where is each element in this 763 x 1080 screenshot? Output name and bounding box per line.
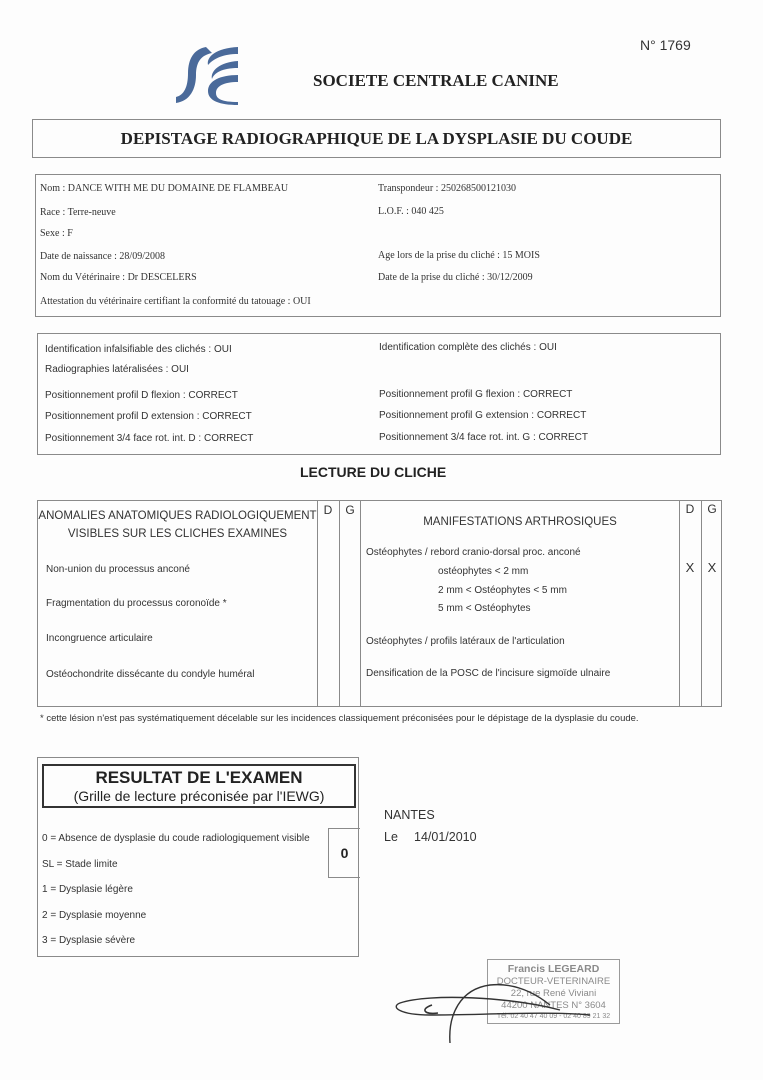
grade-option: 1 = Dysplasie légère [42,884,133,895]
position-d-extension: Positionnement profil D extension : CORRECT [45,411,252,422]
anomalies-header-line1: ANOMALIES ANATOMIQUES RADIOLOGIQUEMENT [38,510,317,522]
radiographs-lateralized: Radiographies latéralisées : OUI [45,364,189,375]
sign-place: NANTES [384,808,435,822]
stamp-phone: Tél. 02 40 47 40 09 - 02 40 89 21 32 [496,1013,611,1020]
position-g-flexion: Positionnement profil G flexion : CORRECT [379,389,573,400]
reading-section-title: LECTURE DU CLICHE [300,464,447,480]
veterinarian-name: Nom du Vétérinaire : Dr DESCELERS [40,272,197,283]
sign-date: 14/01/2010 [414,830,477,844]
anomaly-item: Incongruence articulaire [46,633,153,644]
age-at-xray: Age lors de la prise du cliché : 15 MOIS [378,250,540,261]
anomalies-header-line2: VISIBLES SUR LES CLICHES EXAMINES [67,528,288,540]
xray-date: Date de la prise du cliché : 30/12/2009 [378,272,533,283]
transponder: Transpondeur : 250268500121030 [378,183,516,194]
grade-result-box [328,828,360,878]
identification-tamperproof: Identification infalsifiable des clichés : OUI [45,344,232,355]
document-title: DEPISTAGE RADIOGRAPHIQUE DE LA DYSPLASIE DU COUDE [120,129,633,148]
osteophytes-d-mark: X [685,560,695,575]
stamp-name: Francis LEGEARD [507,963,600,975]
column-divider [701,501,702,706]
column-divider [339,501,340,706]
grade-result-value: 0 [340,845,349,861]
breed: Race : Terre-neuve [40,207,116,218]
column-divider [679,501,680,706]
position-d-rotation: Positionnement 3/4 face rot. int. D : CORRECT [45,433,254,444]
position-d-flexion: Positionnement profil D flexion : CORRECT [45,390,238,401]
xray-checks-section [37,333,721,455]
result-subtitle: (Grille de lecture préconisée par l'IEWG) [73,788,325,804]
arthrosis-header: MANIFESTATIONS ARTHROSIQUES [423,516,617,528]
anomalies-col-g: G [345,503,355,517]
dog-name: Nom : DANCE WITH ME DU DOMAINE DE FLAMBEAU [40,183,289,194]
tattoo-attestation: Attestation du vétérinaire certifiant la conformité du tatouage : OUI [40,296,311,307]
result-title-box [42,764,356,808]
arthrosis-subitem: 5 mm < Ostéophytes [438,603,531,614]
lof-number: L.O.F. : 040 425 [378,206,444,217]
sign-date-label: Le [384,830,398,844]
grade-option: 0 = Absence de dysplasie du coude radiologiquement visible [42,833,310,844]
anomalies-col-d: D [323,503,333,517]
stamp-city-number: 44200 NANTES N° 3604 [501,1000,606,1011]
grade-option: 3 = Dysplasie sévère [42,935,136,946]
arthrosis-col-d: D [685,502,695,516]
anomaly-item: Non-union du processus anconé [46,564,190,575]
arthrosis-subitem: 2 mm < Ostéophytes < 5 mm [438,585,567,596]
result-title: RESULTAT DE L'EXAMEN [95,768,303,787]
grade-option: SL = Stade limite [42,859,118,870]
footnote: * cette lésion n'est pas systématiquement décelable sur les incidences classiquement préconisées pour le dépistage de la dysplasie du coude. [40,713,639,724]
stamp-title: DOCTEUR-VETERINAIRE [496,976,611,987]
document-number: N° 1769 [640,37,691,53]
organization-name: SOCIETE CENTRALE CANINE [313,71,559,90]
column-divider [360,501,361,706]
arthrosis-item: Densification de la POSC de l'incisure sigmoïde ulnaire [366,668,611,679]
title-box [32,119,721,158]
identity-section [35,174,721,317]
anomalies-header [38,507,317,543]
arthrosis-item: Ostéophytes / rebord cranio-dorsal proc. anconé [366,547,581,558]
arthrosis-subitem: ostéophytes < 2 mm [438,566,529,577]
anomaly-item: Fragmentation du processus coronoïde * [46,598,227,609]
scc-logo-icon [176,45,238,105]
result-section [37,757,359,957]
column-divider [317,501,318,706]
position-g-extension: Positionnement profil G extension : CORRECT [379,410,587,421]
sex: Sexe : F [40,228,73,239]
birth-date: Date de naissance : 28/09/2008 [40,251,165,262]
arthrosis-col-g: G [707,502,717,516]
position-g-rotation: Positionnement 3/4 face rot. int. G : CORRECT [379,432,588,443]
stamp-address: 22, rue René Viviani [510,988,597,999]
signature-icon [390,975,620,1045]
osteophytes-g-mark: X [707,560,717,575]
reading-table [37,500,722,707]
grade-option: 2 = Dysplasie moyenne [42,910,147,921]
arthrosis-item: Ostéophytes / profils latéraux de l'articulation [366,636,565,647]
anomaly-item: Ostéochondrite dissécante du condyle huméral [46,669,255,680]
identification-complete: Identification complète des clichés : OUI [379,342,557,353]
